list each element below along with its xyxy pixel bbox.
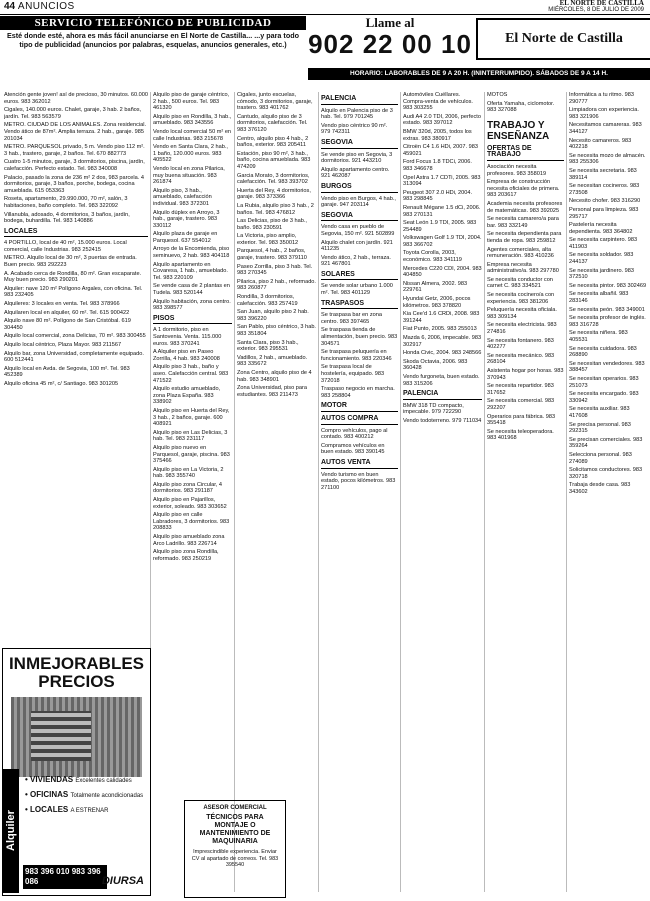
classified-ad: La Victoria, piso amplio, exterior. Tel. 983 350012 [237, 233, 299, 246]
classified-ad: Empresa necesita administrativo/a. 983 297780 [487, 261, 559, 275]
classified-ad: METRO. PARQUESOL privado, 5 m. Vendo piso 112 m². 3 hab., trastero, garaje, 2 baños. Tel. 670 882773 [4, 144, 145, 157]
section-heading: AUTOS COMPRA [321, 416, 398, 425]
section-heading: TRABAJO Y ENSEÑANZA [487, 119, 550, 142]
classified-ad: Alquilo piso en La Victoria, 2 hab. 983 355740 [153, 466, 224, 480]
classified-ad: Vendo piso céntrico 90 m². 979 742311 [321, 122, 388, 136]
classified-ad: Alquilo piso zona Rondilla, reformado. 983 250219 [153, 549, 219, 562]
classified-ad: Se necesita camarero/a para bar. 983 332149 [487, 216, 559, 229]
rental-ad-item-note: A ESTRENAR [70, 808, 109, 814]
paper-info [548, 0, 644, 14]
classified-ad: Se necesita albañil. 983 283146 [569, 291, 629, 305]
classified-ad: Academia necesita profesores de matemáticas. 983 392025 [487, 200, 563, 214]
section-heading: MOTOR [321, 403, 398, 412]
classified-ad: Se necesita pintor. 983 302469 [569, 282, 647, 289]
classified-ad: Se precisa personal. 983 292315 [569, 421, 631, 435]
classified-ad: Roseta, apartamento, 29.990.000, 70 m², salón, 3 habitaciones, baño completo. Tel. 983 322092 [4, 196, 128, 209]
ads-list [569, 92, 647, 495]
classified-ad: Operarios para fábrica. 983 355418 [487, 413, 556, 427]
paper-name: EL NORTE DE CASTILLA [559, 0, 644, 7]
column-6 [487, 92, 564, 892]
column-divider [484, 92, 485, 892]
column-1 [4, 92, 148, 644]
classified-ad: Alquilo oficina 45 m², c/ Santiago. 983 301205 [4, 380, 119, 387]
classified-ad: Kia Cee'd 1.6 CRDi, 2008. 983 391244 [403, 311, 480, 324]
classified-ad: A. Acabado cerca de Rondilla, 80 m². Gran escaparate. Muy buen precio. 983 290201 [4, 270, 142, 284]
rental-ad-item-label: • VIVIENDAS [25, 775, 76, 784]
classified-ad: Oferta Yamaha, ciclomotor. 983 327088 [487, 100, 555, 114]
classified-ad: Alquilo piso en Rondilla, 3 hab., amueblado. 983 343556 [153, 113, 232, 127]
classified-ad: Se necesita peón. 983 349001 [569, 306, 645, 313]
classified-ad: Alquilo piso zona Circular, 4 dormitorios. 983 291187 [153, 481, 223, 495]
classified-ad: BMW 318 TD compacto, impecable. 979 722290 [403, 402, 464, 416]
ads-list [403, 403, 482, 425]
classified-ad: Vadillos, 2 hab., amueblado. 983 335672 [237, 354, 308, 368]
classified-ad: Automóviles Cuéllares. Compra-venta de vehículos. 983 303255 [403, 92, 473, 112]
classified-ad: Vendo todoterreno. 979 711034 [403, 417, 482, 424]
classified-ad: Alquilo piso de garaje céntrico, 2 hab., 500 euros. Tel. 983 461320 [153, 92, 230, 112]
classified-ad: Hyundai Getz, 2006, pocos kilómetros. 983 378820 [403, 296, 471, 309]
subsection-heading: OFERTAS DE TRABAJO [487, 146, 564, 161]
classified-ad: Se necesita jardinero. 983 372510 [569, 267, 634, 281]
classified-ad: Zona Universidad, piso para estudiantes. 983 211473 [237, 385, 307, 398]
section-heading: SEGOVIA [321, 140, 398, 149]
classified-ad: Alquilo chalet con jardín. 921 411235 [321, 239, 393, 253]
classified-ad: Mazda 6, 2006, impecable. 983 302917 [403, 335, 482, 348]
classified-ad: METRO. Alquilo local de 30 m², 3 puertas de entrada. Buen precio. 983 292223 [4, 255, 137, 269]
classified-ad: Se necesita repartidor. 983 317652 [487, 383, 554, 396]
classified-ad: Agentes comerciales, alta remuneración. 983 410236 [487, 246, 554, 260]
classified-ad: Vendo piso en Burgos, 4 hab., garaje. 947 203114 [321, 195, 396, 209]
job-ad-title: TÉCNICOS PARA MONTAJE O MANTENIMIENTO DE MAQUINARIA [199, 814, 271, 845]
classified-ad: MOTOS [487, 92, 508, 98]
classified-ad: Se necesita mozo de almacén. 983 255306 [569, 152, 646, 166]
classified-ad: Ford Focus 1.8 TDCi, 2006. 983 346678 [403, 159, 472, 172]
classified-ad: Audi A4 2.0 TDI, 2006, perfecto estado. 983 397012 [403, 113, 481, 127]
classified-ad: Pastelería necesita dependienta. 983 364802 [569, 222, 633, 235]
classified-ad: Vendo casa en pueblo de Segovia, 150 m². 921 502899 [321, 224, 395, 237]
classified-ad: Cigales, junto escuelas, cómodo, 3 dormitorios, garaje, trastero. 983 401762 [237, 92, 313, 112]
classified-ad: Se necesita niñera. 983 405531 [569, 330, 628, 343]
classified-ad: METRO. CIUDAD DE LOS ANIMALES. Zona residencial. Vendo ático de 87m². Amplia terraza. 2 hab., garaje. 985 201034 [4, 122, 147, 142]
classified-ad: Alquilo habitación, zona centro. 983 398577 [153, 298, 231, 312]
column-divider [234, 92, 235, 892]
page-header [0, 0, 650, 15]
classified-ad: Se necesita secretaria. 983 389114 [569, 167, 637, 181]
classified-ad: Solicitamos conductores. 983 320718 [569, 467, 643, 480]
classified-ad: Selecciona personal. 983 274089 [569, 451, 632, 465]
ads-list [4, 92, 148, 225]
column-divider [318, 92, 319, 892]
section-heading: BURGOS [321, 184, 398, 193]
classified-ad: Se necesitan cocineros. 983 273508 [569, 183, 640, 196]
classified-ad: Vendo turismo en buen estado, pocos kilómetros. 983 271100 [321, 471, 396, 491]
job-ad-top: ASESOR COMERCIAL [203, 805, 267, 811]
classified-ad: Se necesita comercial. 983 292207 [487, 398, 555, 411]
classified-ad: Estación, piso 90 m², 3 hab., baño, cocina amueblada. 983 474209 [237, 150, 311, 170]
classified-ad: Se traspasa bar en zona centro. 983 397465 [321, 312, 382, 325]
rental-ad-item [25, 803, 147, 818]
classified-ad: Honda Civic, 2004. 983 248566 [403, 350, 482, 357]
classified-ad: Necesito camareros. 983 402218 [569, 137, 632, 151]
classified-ad: Mercedes C220 CDI, 2004. 983 404850 [403, 265, 482, 279]
classified-ad: Alquilo apartamento en Covaresa, 1 hab., amueblado. Tel. 983 220109 [153, 261, 228, 281]
section-heading: SOLARES [321, 272, 398, 281]
classified-ad: Alquiler: nave 120 m² Polígono Argales, con oficina. Tel. 983 232405 [4, 285, 143, 299]
classified-ad: Se vende casa de 2 plantas en Tudela. 983 520144 [153, 283, 230, 297]
classified-ad: Villanubla, adosado, 4 dormitorios, 3 baños, jardín, bodega, buhardilla. Tel. 983 140886 [4, 211, 130, 225]
classified-ad: Alquilo bar, zona Universidad, completamente equipado. 600 512441 [4, 350, 144, 364]
classified-ad: Alquilo local céntrico, Plaza Mayor. 983 211567 [4, 342, 122, 348]
classified-ad: Alquilo apartamento centro. 921 462087 [321, 166, 390, 180]
classified-ad: Opel Astra 1.7 CDTi, 2005. 983 313094 [403, 174, 481, 188]
banner-left [0, 16, 306, 86]
section-heading: TRASPASOS [321, 301, 398, 310]
building-image [11, 697, 142, 777]
classified-ad: Alquilo estudio amueblado, zona Plaza España. 983 338902 [153, 386, 221, 406]
column-5 [403, 92, 482, 892]
classified-ad: Se necesita teleoperadora. 983 401968 [487, 428, 554, 442]
classified-ad: Compro vehículos, pago al contado. 983 400212 [321, 427, 388, 441]
classified-ad: Fiat Punto, 2005. 983 255013 [403, 326, 477, 333]
banner-hours: HORARIO: LABORABLES DE 9 A 20 H. (ININTERRUMPIDO). SÁBADOS DE 9 A 14 H. [308, 68, 650, 80]
classified-ad: Se traspasa local de hostelería, equipado. 983 372018 [321, 364, 385, 384]
classified-ad: 4 PORTILLO, local de 40 m², 15.000 euros. Local comercial, calle Industrias. 983 252415 [4, 240, 127, 253]
classified-ad: Alquileres: 3 locales en venta. Tel. 983 378966 [4, 301, 120, 308]
classified-ad: Limpiadora con experiencia. 983 321906 [569, 107, 639, 120]
classified-ad: Toyota Corolla, 2003, económico. 983 341119 [403, 250, 462, 264]
classified-ad: Skoda Octavia, 2006. 983 360428 [403, 358, 468, 372]
classified-ad: Se necesita carpintero. 983 411903 [569, 237, 638, 250]
column-4 [321, 92, 398, 892]
classified-ad: Se necesita cuidadora. 983 268890 [569, 345, 637, 359]
rental-ad-item-note: Excelentes calidades [75, 778, 132, 784]
ads-list [487, 164, 564, 442]
classified-ad: Se necesita encargado. 983 330942 [569, 391, 639, 404]
classified-ad: Arroyo de la Encomienda, piso seminuevo, 2 hab. 983 404118 [153, 246, 230, 260]
classified-ad: Informática a tu ritmo. 983 290777 [569, 92, 634, 105]
classified-ad: Seat León 1.9 TDI, 2005. 983 254489 [403, 220, 477, 233]
classified-ad: Traspaso negocio en marcha. 983 258804 [321, 386, 395, 399]
rental-ad-item-label: • OFICINAS [25, 790, 71, 799]
classified-ad: Vendo furgoneta, buen estado. 983 315206 [403, 373, 480, 387]
classified-ad: Nissan Almera, 2002. 983 229761 [403, 280, 468, 294]
phone-service-banner [0, 16, 650, 86]
classified-ad: Se traspasa peluquería en funcionamiento. 983 220346 [321, 349, 392, 362]
section-heading: PALENCIA [321, 96, 398, 105]
classified-ad: Atención gente joven! así de precioso, 30 minutos. 60.000 euros. 983 362012 [4, 92, 148, 105]
classified-ad: Necesito chofer. 983 316290 [569, 198, 641, 205]
classified-ad: A Alquiler piso en Paseo Zorrilla, 4 hab. 983 240008 [153, 349, 220, 362]
classified-ad: Cantudo, alquilo piso de 3 dormitorios, calefacción. Tel. 983 376120 [237, 113, 308, 133]
classified-ad: A 1 dormitorio, piso en Santovenia. Venta. 115.000 euros. 983 370241 [153, 327, 222, 347]
section-heading: LOCALES [4, 229, 148, 238]
classified-ad: Peluquería necesita oficiala. 983 309134 [487, 307, 557, 320]
classified-ad: Alquilo plaza de garaje en Parquesol. 637 554012 [153, 231, 218, 244]
classified-ad: San Pablo, piso céntrico, 3 hab. 983 351804 [237, 324, 316, 337]
column-divider [400, 92, 401, 892]
classified-ad: Se precisan comerciales. 983 359264 [569, 436, 643, 450]
banner-phone [308, 16, 472, 64]
ads-list [153, 92, 232, 312]
classified-ad: Palacio, pasado la zona de 236 m² 2 dos, 983 parcela. 4 dormitorios, garaje, 3 baños, porche, bodega, cocina amueblada. 615 053363 [4, 174, 144, 194]
section-heading: PISOS [153, 316, 232, 325]
rental-ad-phone: 983 396 010 983 396 086 [23, 865, 107, 889]
classified-ad: Se necesita cocinero/a con experiencia. 983 381206 [487, 292, 555, 305]
classified-ad: Rondilla, 3 dormitorios, calefacción. 983 257419 [237, 294, 298, 307]
page-number-section [4, 1, 75, 12]
classified-ad: La Rubia, alquilo piso 3 hab., 2 baños. Tel. 983 476812 [237, 202, 314, 216]
classified-ad: Se necesita mecánico. 983 268104 [487, 352, 555, 366]
classified-ad: Alquilo dúplex en Arroyo, 3 hab., garaje, trastero. 983 330112 [153, 209, 220, 229]
ads-list [153, 327, 232, 562]
classified-ad: Centro, alquilo piso 4 hab., 2 baños, exterior. 983 205411 [237, 135, 309, 149]
classified-ad: Empresa de construcción necesita oficiales de primera. 983 203617 [487, 179, 560, 199]
rental-ad-brand: DIURSA [101, 875, 144, 887]
section-heading: AUTOS VENTA [321, 460, 398, 469]
classified-ad: Se necesita conductor con carnet C. 983 334521 [487, 276, 553, 290]
classified-ad: Asociación necesita profesores. 983 358019 [487, 163, 547, 177]
classified-ad: Se vende piso en Segovia, 3 dormitorios. 921 443210 [321, 151, 393, 165]
classified-ad: Vendo ático, 2 hab., terraza. 921 467801 [321, 254, 391, 268]
classified-ad: Se necesita soldador. 983 244137 [569, 252, 634, 266]
classified-ad: Renault Mégane 1.5 dCi, 2006. 983 270131 [403, 204, 481, 218]
banner-title: SERVICIO TELEFÓNICO DE PUBLICIDAD [0, 16, 306, 30]
classified-ad: Vendo local en zona Pilarica, muy buena situación. 983 261874 [153, 165, 225, 186]
ads-list [487, 92, 564, 114]
classified-ad: Alquilo piso en calle Labradores, 3 dormitorios. 983 208833 [153, 512, 230, 532]
classified-ad: Alquilaren local en alquiler, 60 m². Tel. 615 900422 [4, 309, 130, 316]
classified-ad: Se necesita auxiliar. 983 417608 [569, 406, 630, 419]
classified-ad: Alquilo nave 80 m². Polígono de San Cristóbal. 619 304450 [4, 318, 131, 331]
classified-ad: Se necesitan operarios. 983 251073 [569, 375, 639, 389]
classified-ad: Citroën C4 1.6 HDi, 2007. 983 459021 [403, 144, 478, 157]
classified-ad: Volkswagen Golf 1.9 TDI, 2004. 983 366702 [403, 235, 482, 248]
classified-ad: Peugeot 307 2.0 HDi, 2004. 983 298845 [403, 189, 473, 203]
classified-ad: Se necesita fontanero. 983 402277 [487, 337, 554, 351]
section-heading: PALENCIA [403, 391, 482, 400]
classified-ad: Se necesita profesor de inglés. 983 316728 [569, 315, 646, 328]
classified-ad: Vendo local comercial 50 m² en calle Industrias. 983 215678 [153, 128, 232, 142]
ads-list [237, 92, 316, 398]
classified-ad: Asistenta hogar por horas. 983 370943 [487, 368, 564, 381]
classified-ad: Trabaja desde casa. 983 343602 [569, 482, 631, 495]
banner-phone-number: 902 22 00 10 [308, 29, 472, 59]
classified-ad: Vendo en Santa Clara, 2 hab., 1 baño, 120.000 euros. 983 405522 [153, 144, 228, 164]
classified-ad: BMW 320d, 2005, todos los extras. 983 380917 [403, 128, 472, 142]
rental-ad-items [25, 773, 147, 818]
rental-ad-item-note: Totalmente acondicionadas [70, 793, 144, 799]
rental-ad-item [25, 788, 147, 803]
column-divider [566, 92, 567, 892]
classified-ad: Las Delicias, piso de 3 hab., baño. 983 230591 [237, 218, 307, 231]
classified-ad: Se necesitan vendedores. 983 388457 [569, 360, 645, 374]
column-7 [569, 92, 647, 892]
classified-ad: San Juan, alquilo piso 2 hab. 983 396220 [237, 309, 309, 322]
classified-ad: Alquilo en Palencia piso de 3 hab. Tel. 979 701245 [321, 107, 393, 121]
rental-ad [2, 648, 151, 896]
paper-date: MIÉRCOLES, 8 DE JULIO DE 2009 [548, 7, 644, 13]
classified-ad: Paseo Zorrilla, piso 3 hab. Tel. 983 270345 [237, 263, 313, 277]
classified-ad: Pilarica, piso 2 hab., reformado. 983 260877 [237, 278, 316, 292]
classified-ad: Alquilo local en Avda. de Segovia, 100 m². Tel. 983 452389 [4, 365, 130, 379]
classified-ad: Se traspasa tienda de alimentación, buen precio. 983 304571 [321, 327, 398, 347]
classified-ad: Personal para limpieza. 983 295717 [569, 206, 639, 220]
newspaper-logo: El Norte de Castilla [476, 18, 650, 60]
section-heading: SEGOVIA [321, 213, 398, 222]
column-2 [153, 92, 232, 892]
classified-ad: Santa Clara, piso 3 hab., exterior. 983 295531 [237, 339, 299, 353]
rental-ad-side-label: Alquiler [3, 769, 19, 893]
classified-ad: Se necesita dependienta para tienda de ropa. 983 259812 [487, 231, 562, 244]
banner-call-label: Llame al [365, 15, 415, 30]
job-ad-text: Imprescindible experiencia. Enviar CV al apartado de correos. Tel. 983 395540 [191, 849, 279, 868]
classified-ad: Alquilo piso en Huerta del Rey, 3 hab., 2 baños, garaje. 600 408921 [153, 407, 230, 428]
classified-ad: Se vende solar urbano 1.000 m². Tel. 983 401129 [321, 283, 393, 297]
classified-ad: Alquilo piso amueblado zona Arco Ladrillo. 983 226714 [153, 534, 225, 547]
ads-list [403, 92, 482, 387]
page-number: 44 [4, 1, 16, 12]
classified-ad: Garcia Morato, 3 dormitorios, calefacción. Tel. 983 393702 [237, 172, 310, 186]
classified-ad: Necesitamos camareras. 983 344127 [569, 122, 642, 135]
column-3 [237, 92, 316, 792]
sections-list [321, 96, 398, 491]
classified-ad: Cigales, 140.000 euros. Chalet, garaje, 3 hab. 2 baños, jardín. Tel. 983 563579 [4, 107, 142, 120]
classified-ad: Cuatro 1-5 minutos, garaje, 3 dormitorios, piscina, jardín, calefacción. Perfecto estado. Tel. 983 340008 [4, 159, 145, 172]
classified-ad: Parquesol, 4 hab., 2 baños, garaje, trastero. 983 379110 [237, 248, 307, 262]
rental-ad-item-label: • LOCALES [25, 805, 71, 814]
classified-ad: Se necesita electricista. 983 274816 [487, 322, 557, 336]
classified-ad: Alquilo local comercial, zona Delicias, 70 m². 983 300455 [4, 333, 146, 340]
rental-ad-title: INMEJORABLES PRECIOS [8, 654, 145, 691]
classified-ad: Alquilo piso 3 hab., baño y aseo. Calefacción central. 983 471522 [153, 364, 229, 384]
classified-ad: Zona Centro, alquilo piso de 4 hab. 983 348901 [237, 369, 312, 383]
classified-ad: Alquilo piso, 3 hab., amueblado, calefacción individual. 983 372301 [153, 187, 212, 207]
classified-ad: Alquilo piso nuevo en Parquesol, garaje, piscina. 983 375466 [153, 444, 230, 465]
banner-text: Esté donde esté, ahora es más fácil anunciarse en El Norte de Castilla... ...y para todo tipo de publicidad (anuncios por palabras, esquelas, anuncios generales, etc.) [7, 31, 299, 49]
rental-ad-item [25, 773, 147, 788]
classified-ad: Compramos vehículos en buen estado. 983 390145 [321, 442, 385, 456]
classified-ad: Alquilo piso en Las Delicias, 3 hab. Tel. 983 231117 [153, 429, 228, 443]
classified-ad: Huerta del Rey, 4 dormitorios, garaje. 983 373366 [237, 187, 311, 201]
classified-ad: Alquilo piso en Pajarillos, exterior, soleado. 983 303652 [153, 497, 227, 510]
section-title: ANUNCIOS [17, 1, 75, 12]
job-ad-box [184, 800, 286, 898]
ads-list [4, 240, 148, 387]
